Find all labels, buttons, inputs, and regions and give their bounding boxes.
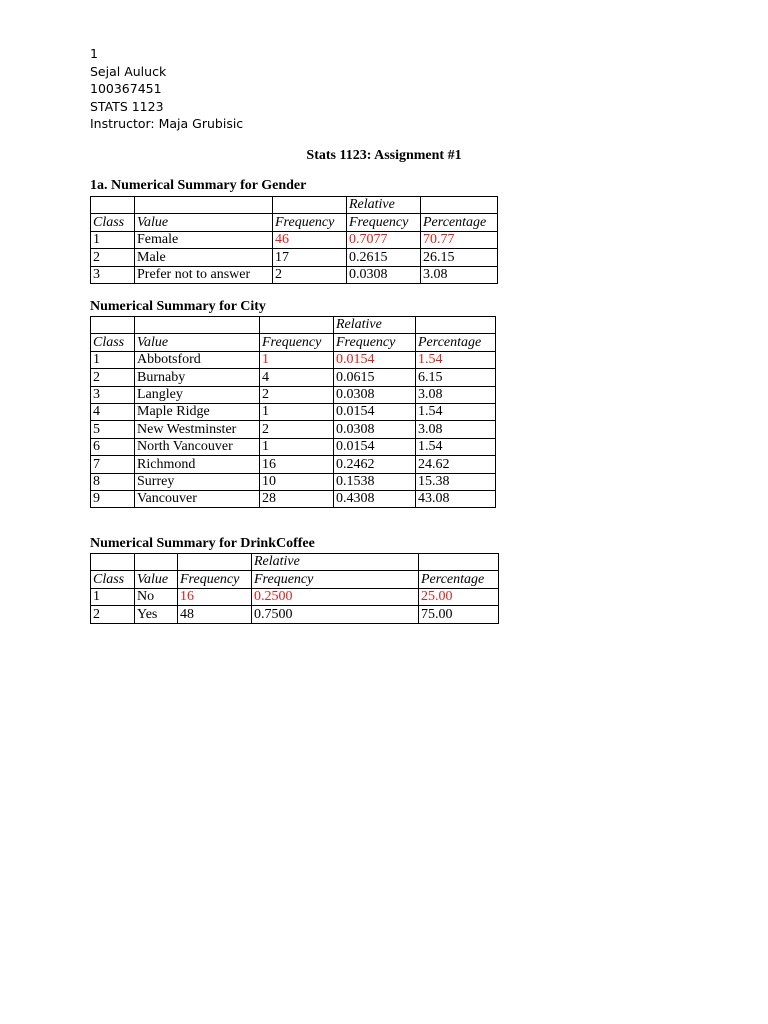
relative-frequency-header: Frequency (347, 214, 421, 231)
class-header: Class (91, 334, 135, 351)
table-row: 6 North Vancouver 1 0.0154 1.54 (91, 438, 496, 455)
value-header: Value (135, 214, 273, 231)
table-header-row (91, 571, 499, 588)
document-title (0, 148, 768, 164)
gender-section-title: 1a. Numerical Summary for Gender (90, 178, 307, 193)
city-table (90, 316, 496, 508)
table-row: 3 Prefer not to answer 2 0.0308 3.08 (91, 266, 498, 283)
value-header: Value (135, 571, 178, 588)
percentage-header: Percentage (421, 214, 498, 231)
student-id: 100367451 (90, 81, 162, 96)
city-section-title: Numerical Summary for City (90, 299, 266, 314)
frequency-header: Frequency (273, 214, 347, 231)
percentage-header: Percentage (419, 571, 499, 588)
table-row: 2 Burnaby 4 0.0615 6.15 (91, 369, 496, 386)
relative-frequency-header: Frequency (334, 334, 416, 351)
table-row: 1 No 16 0.2500 25.00 (91, 588, 499, 605)
table-header-row (91, 214, 498, 231)
document-header (90, 45, 243, 133)
table-row: 8 Surrey 10 0.1538 15.38 (91, 473, 496, 490)
table-header-row-top (91, 197, 498, 214)
coffee-table (90, 553, 499, 624)
relative-header: Relative (334, 317, 416, 334)
class-header: Class (91, 214, 135, 231)
frequency-header: Frequency (260, 334, 334, 351)
table-row: 2 Male 17 0.2615 26.15 (91, 249, 498, 266)
table-row: 1 Female 46 0.7077 70.77 (91, 231, 498, 248)
frequency-header: Frequency (178, 571, 252, 588)
gender-table (90, 196, 498, 284)
value-header: Value (135, 334, 260, 351)
page-number: 1 (90, 46, 98, 61)
class-header: Class (91, 571, 135, 588)
coffee-section-title: Numerical Summary for DrinkCoffee (90, 536, 315, 551)
percentage-header: Percentage (416, 334, 496, 351)
table-row: 5 New Westminster 2 0.0308 3.08 (91, 421, 496, 438)
table-row: 3 Langley 2 0.0308 3.08 (91, 386, 496, 403)
course-code: STATS 1123 (90, 98, 164, 114)
table-header-row-top (91, 317, 496, 334)
table-row: 7 Richmond 16 0.2462 24.62 (91, 456, 496, 473)
instructor: Instructor: Maja Grubisic (90, 116, 244, 131)
table-row: 1 Abbotsford 1 0.0154 1.54 (91, 351, 496, 368)
relative-header: Relative (347, 197, 421, 214)
table-row: 2 Yes 48 0.7500 75.00 (91, 606, 499, 623)
relative-frequency-header: Frequency (252, 571, 419, 588)
table-row: 4 Maple Ridge 1 0.0154 1.54 (91, 403, 496, 420)
relative-header: Relative (252, 554, 419, 571)
table-row: 9 Vancouver 28 0.4308 43.08 (91, 490, 496, 507)
table-header-row-top (91, 554, 499, 571)
student-name: Sejal Auluck (90, 63, 167, 79)
document-title-text: Stats 1123: Assignment #1 (306, 148, 462, 163)
table-header-row (91, 334, 496, 351)
